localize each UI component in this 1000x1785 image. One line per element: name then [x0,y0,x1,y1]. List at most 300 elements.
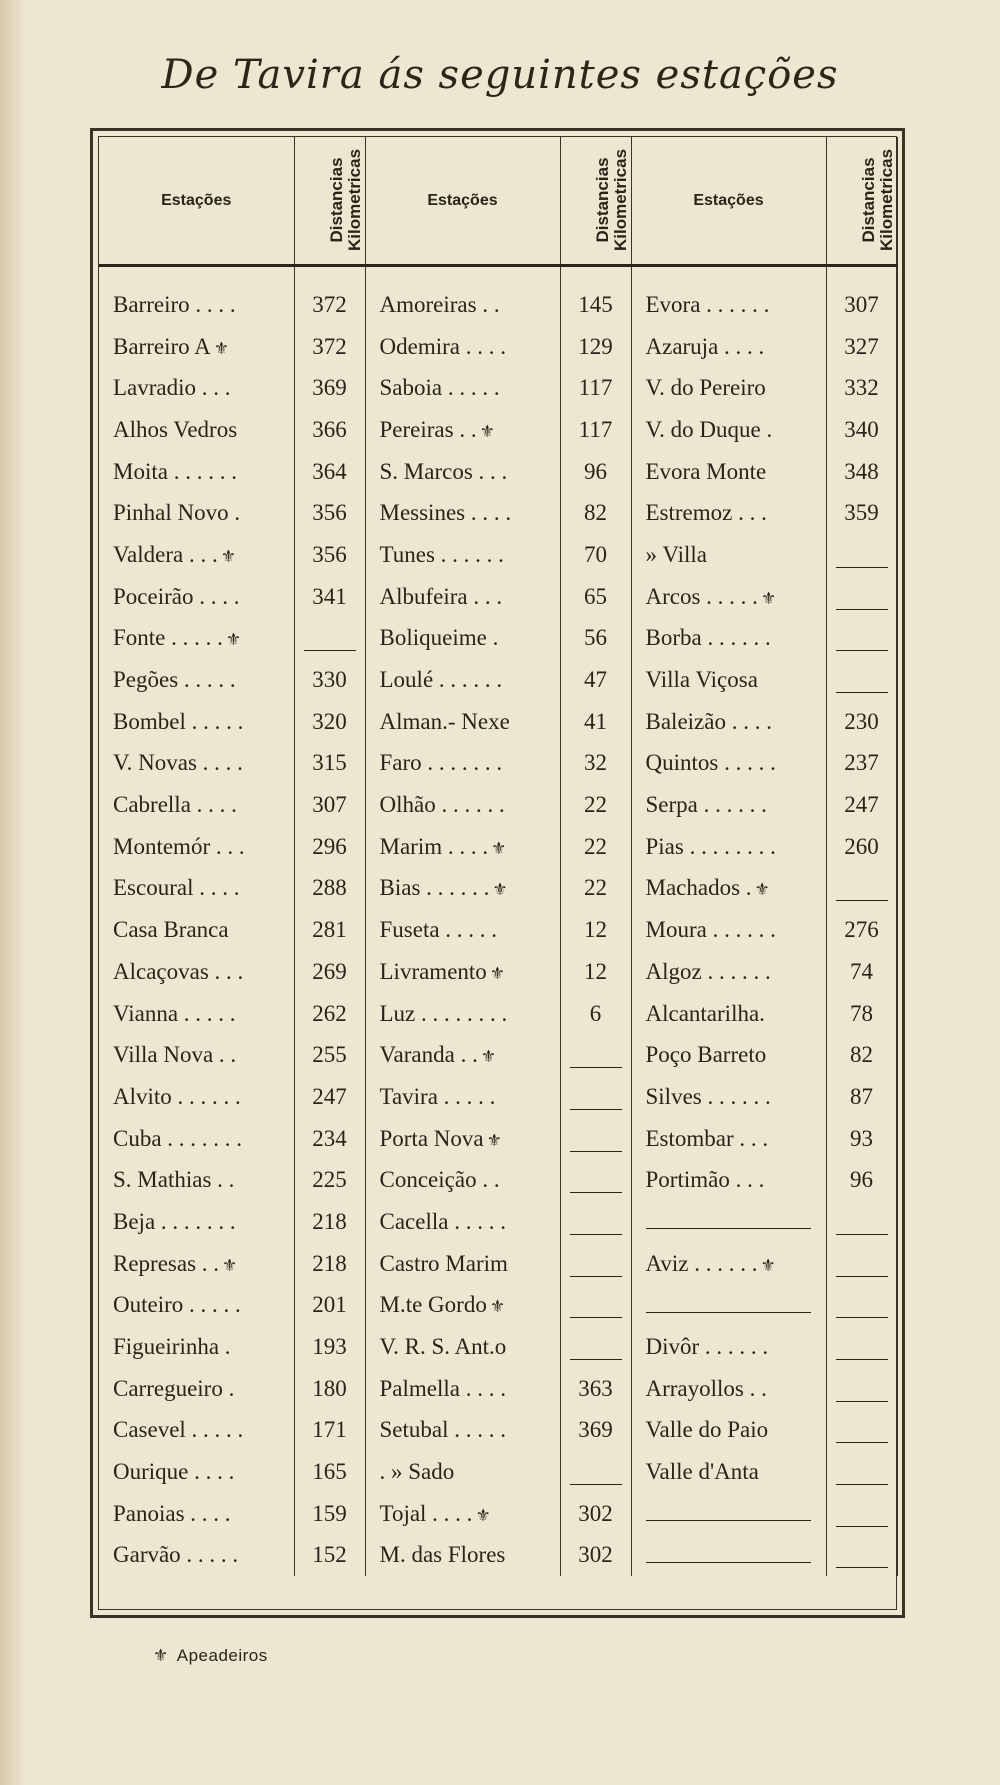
apeadeiro-icon: ⚜ [475,1505,491,1525]
station-label: Poço Barreto [645,1042,767,1068]
blank-line [646,1292,811,1313]
distance-km [560,1285,631,1327]
station-label: Arcos . . . . . [645,583,758,609]
station-label: Loulé . . . . . . [379,667,503,693]
table-body [99,266,897,1577]
table-row [99,743,897,785]
station-label: Pias . . . . . . . . [645,833,776,859]
station-name [365,1368,560,1410]
station-name [99,492,294,534]
distance-km: 230 [826,701,897,743]
station-label: Panoias . . . . [113,1500,231,1526]
blank-line [836,547,888,568]
distance-km: 70 [560,534,631,576]
station-label: Moura . . . . . . [645,917,776,943]
station-name [99,1076,294,1118]
apeadeiro-icon: ⚜ [491,838,507,858]
station-label: Montemór . . . [113,833,245,859]
distance-km: 327 [826,326,897,368]
station-name [365,1535,560,1577]
station-label: Carregueiro . [113,1375,235,1401]
apeadeiro-icon: ⚜ [480,1047,497,1067]
distance-km [826,1535,897,1577]
station-label: Pereiras . . [379,416,477,442]
station-label: Cuba . . . . . . . [113,1125,243,1151]
station-label: Fonte . . . . . [113,625,223,651]
apeadeiro-icon: ⚜ [222,1255,238,1275]
distance-km [560,1076,631,1118]
distance-km: 269 [294,951,365,993]
distance-km: 366 [294,409,365,451]
station-label: Estombar . . . [645,1125,769,1151]
station-name [631,784,826,826]
distance-km: 307 [826,284,897,326]
station-label: Tavira . . . . . [379,1083,496,1109]
distance-km: 152 [294,1535,365,1577]
station-label: Baleizão . . . . [645,708,772,734]
station-name [365,1159,560,1201]
distance-km: 364 [294,451,365,493]
station-name [631,1118,826,1160]
blank-line [570,1297,622,1318]
distance-km: 180 [294,1368,365,1410]
distance-km: 129 [560,326,631,368]
distance-header: Distancias Kilometricas [294,137,365,266]
distance-km: 82 [560,492,631,534]
station-label: Machados . [645,875,752,901]
distance-km: 332 [826,367,897,409]
table-row [99,1118,897,1160]
station-label: Bombel . . . . . [113,708,244,734]
distance-km: 260 [826,826,897,868]
station-name [99,1535,294,1577]
table-row [99,784,897,826]
station-label: Casevel . . . . . [113,1417,244,1443]
station-name [631,367,826,409]
distance-km [826,1285,897,1327]
station-name [99,659,294,701]
station-name [631,659,826,701]
station-name [631,1034,826,1076]
distance-km: 201 [294,1285,365,1327]
station-name [631,1410,826,1452]
table-row [99,1410,897,1452]
station-label: V. Novas . . . . [113,750,243,776]
distance-km: 22 [560,826,631,868]
station-name [99,826,294,868]
station-name [631,743,826,785]
station-label: Vianna . . . . . [113,1000,236,1026]
table-row [99,576,897,618]
station-label: Divôr . . . . . . [645,1334,769,1360]
station-label: Lavradio . . . [113,375,231,401]
distance-km: 262 [294,993,365,1035]
station-name [631,1326,826,1368]
distance-km [560,1034,631,1076]
blank-line [836,1256,888,1277]
station-name [99,784,294,826]
distance-km: 288 [294,868,365,910]
station-label: Valle d'Anta [645,1459,759,1485]
distance-km [826,1493,897,1535]
table-row [99,409,897,451]
table-row [99,1159,897,1201]
blank-line [836,880,888,901]
station-label: S. Marcos . . . [379,458,508,484]
station-name [365,1034,560,1076]
station-name [631,701,826,743]
table-row [99,826,897,868]
station-name [99,1201,294,1243]
station-name [631,618,826,660]
distance-km: 159 [294,1493,365,1535]
station-label: Olhão . . . . . . [379,792,505,818]
station-name [631,1201,826,1243]
distance-km: 32 [560,743,631,785]
distance-km: 145 [560,284,631,326]
station-label: Serpa . . . . . . [645,792,767,818]
table-row [99,451,897,493]
table-row [99,909,897,951]
station-label: Algoz . . . . . . [645,958,771,984]
distance-km [826,1368,897,1410]
station-label: V. R. S. Ant.o [379,1334,507,1360]
distance-km: 341 [294,576,365,618]
distance-km: 193 [294,1326,365,1368]
station-label: Bias . . . . . . [379,875,490,901]
station-name [365,367,560,409]
station-name [365,618,560,660]
blank-line [836,1297,888,1318]
station-label: Marim . . . . [379,833,489,859]
station-label: S. Mathias . . [113,1167,235,1193]
blank-line [836,1339,888,1360]
table-row [99,1243,897,1285]
station-name [365,1410,560,1452]
station-name [99,993,294,1035]
legend [150,1646,268,1666]
station-label: Valle do Paio [645,1417,769,1443]
distance-km: 234 [294,1118,365,1160]
apeadeiro-icon: ⚜ [754,880,770,900]
distance-km: 47 [560,659,631,701]
stations-header: Estações [365,137,560,266]
station-name [99,1410,294,1452]
distance-km: 369 [560,1410,631,1452]
station-name [365,909,560,951]
station-label: » Villa [645,541,707,567]
station-name [99,1159,294,1201]
station-label: Arrayollos . . [645,1375,767,1401]
blank-line [570,1172,622,1193]
distance-km [560,1201,631,1243]
distance-km [826,618,897,660]
apeadeiro-icon: ⚜ [213,338,229,358]
station-name [365,868,560,910]
legend-label: Apeadeiros [176,1646,268,1665]
distance-km: 276 [826,909,897,951]
station-label: V. do Duque . [645,416,773,442]
station-name [631,1535,826,1577]
distance-km: 171 [294,1410,365,1452]
station-label: Conceição . . [379,1167,500,1193]
station-label: Ourique . . . . [113,1459,235,1485]
distance-km: 247 [294,1076,365,1118]
distance-km [826,1410,897,1452]
stations-header: Estações [99,137,294,266]
station-label: Albufeira . . . [379,583,503,609]
station-name [365,1118,560,1160]
station-name [631,451,826,493]
station-name [99,618,294,660]
station-name [365,1493,560,1535]
distance-km: 302 [560,1535,631,1577]
distance-km: 356 [294,492,365,534]
station-label: Casa Branca [113,917,229,943]
distance-km: 74 [826,951,897,993]
station-name [365,701,560,743]
distance-km: 12 [560,909,631,951]
distance-km: 87 [826,1076,897,1118]
apeadeiro-icon: ⚜ [486,1130,502,1150]
station-name [365,1285,560,1327]
distance-km: 225 [294,1159,365,1201]
table-row [99,618,897,660]
apeadeiro-icon: ⚜ [220,546,236,566]
distance-km: 22 [560,784,631,826]
station-name [631,826,826,868]
station-name [365,951,560,993]
station-name [631,951,826,993]
station-name [631,492,826,534]
blank-line [646,1208,811,1229]
station-label: Odemira . . . . [379,333,506,359]
station-name [365,409,560,451]
station-label: Barreiro . . . . [113,291,236,317]
distance-km: 56 [560,618,631,660]
blank-line [570,1256,622,1277]
table-row [99,326,897,368]
station-name [99,534,294,576]
blank-line [646,1542,811,1563]
distance-km [826,868,897,910]
table-row [99,993,897,1035]
station-label: Represas . . [113,1250,220,1276]
station-name [365,534,560,576]
station-label: Beja . . . . . . . [113,1208,236,1234]
station-label: Boliqueime . [379,625,499,651]
station-label: Quintos . . . . . [645,750,776,776]
station-name [99,868,294,910]
distance-km [560,1118,631,1160]
station-name [631,1451,826,1493]
station-name [631,576,826,618]
blank-line [836,1506,888,1527]
station-name [365,743,560,785]
station-name [99,284,294,326]
blank-line [570,1464,622,1485]
table-row [99,1076,897,1118]
station-label: M.te Gordo [379,1292,487,1318]
spacer-row [99,266,897,285]
station-name [631,1243,826,1285]
station-label: Palmella . . . . [379,1375,506,1401]
station-label: Livramento [379,958,487,984]
distance-km [826,1243,897,1285]
blank-line [836,1422,888,1443]
distance-km [826,1451,897,1493]
table-row [99,951,897,993]
distance-km: 307 [294,784,365,826]
apeadeiro-icon: ⚜ [760,1255,776,1275]
station-label: Alhos Vedros [113,416,238,442]
table-row [99,284,897,326]
blank-line [836,630,888,651]
station-label: Silves . . . . . . [645,1083,771,1109]
station-label: Cabrella . . . . [113,792,237,818]
blank-line [570,1339,622,1360]
station-label: Garvão . . . . . [113,1542,239,1568]
distance-km: 320 [294,701,365,743]
station-label: Alvito . . . . . . [113,1083,241,1109]
station-name [365,576,560,618]
station-label: Messines . . . . [379,500,512,526]
table-row [99,492,897,534]
blank-line [570,1131,622,1152]
table-row [99,1285,897,1327]
table-row [99,1368,897,1410]
timetable-frame [90,128,905,1618]
distance-km: 165 [294,1451,365,1493]
station-label: Evora Monte [645,458,767,484]
distance-km: 12 [560,951,631,993]
station-name [365,1326,560,1368]
station-name [365,284,560,326]
station-name [99,743,294,785]
blank-line [836,672,888,693]
station-name [99,701,294,743]
station-name [631,1159,826,1201]
station-label: Barreiro A [113,333,211,359]
station-label: . » Sado [379,1459,455,1485]
station-label: Azaruja . . . . [645,333,765,359]
distance-km: 296 [294,826,365,868]
station-label: Tojal . . . . [379,1500,473,1526]
distance-km [560,1243,631,1285]
table-row [99,1326,897,1368]
station-label: Escoural . . . . [113,875,240,901]
station-name [99,1493,294,1535]
distance-km: 359 [826,492,897,534]
distance-km: 78 [826,993,897,1035]
station-name [99,1118,294,1160]
distance-km: 348 [826,451,897,493]
station-name [631,1368,826,1410]
station-name [99,1285,294,1327]
distance-km: 340 [826,409,897,451]
station-label: Estremoz . . . [645,500,767,526]
station-label: Tunes . . . . . . [379,541,504,567]
station-name [365,492,560,534]
table-row [99,701,897,743]
table-row [99,1451,897,1493]
table-row [99,659,897,701]
table-row [99,1201,897,1243]
station-label: Valdera . . . [113,541,218,567]
distance-km: 302 [560,1493,631,1535]
station-label: Pegões . . . . . [113,667,236,693]
station-name [99,409,294,451]
blank-line [836,1464,888,1485]
distance-km: 330 [294,659,365,701]
distance-header: Distancias Kilometricas [826,137,897,266]
station-name [365,826,560,868]
station-label: Borba . . . . . . [645,625,771,651]
station-name [99,951,294,993]
distance-km: 6 [560,993,631,1035]
station-name [365,784,560,826]
station-label: Varanda . . [379,1042,478,1068]
station-name [365,1201,560,1243]
distance-km [826,576,897,618]
page-title: De Tavira ás seguintes estações [161,52,839,98]
table-row [99,1535,897,1577]
station-name [631,409,826,451]
page-edge-shadow [0,0,26,1785]
station-name [365,1076,560,1118]
station-label: Villa Nova . . [113,1042,237,1068]
distance-km: 281 [294,909,365,951]
station-name [365,659,560,701]
station-label: V. do Pereiro [645,375,766,401]
distance-km: 82 [826,1034,897,1076]
station-name [631,1493,826,1535]
station-label: Villa Viçosa [645,667,758,693]
distance-km [294,618,365,660]
blank-line [570,1089,622,1110]
station-name [631,284,826,326]
header-row [99,137,897,266]
table-row [99,1493,897,1535]
station-label: Cacella . . . . . [379,1208,506,1234]
blank-line [304,630,356,651]
station-label: Pinhal Novo . [113,500,241,526]
blank-line [646,1500,811,1521]
distance-km: 247 [826,784,897,826]
station-label: Setubal . . . . . [379,1417,506,1443]
station-label: Saboia . . . . . [379,375,500,401]
station-label: Alcaçovas . . . [113,958,244,984]
distance-km: 356 [294,534,365,576]
distance-km: 41 [560,701,631,743]
table-row [99,1034,897,1076]
distance-km: 372 [294,284,365,326]
station-name [631,1285,826,1327]
station-label: Castro Marim [379,1250,508,1276]
station-name [99,1368,294,1410]
distance-km: 369 [294,367,365,409]
distance-km: 22 [560,868,631,910]
station-label: Alcantarilha. [645,1000,765,1026]
distance-km: 372 [294,326,365,368]
station-name [99,1034,294,1076]
station-label: Portimão . . . [645,1167,765,1193]
distance-km [826,659,897,701]
blank-line [836,1547,888,1568]
station-name [99,1243,294,1285]
station-label: Moita . . . . . . [113,458,237,484]
station-name [631,534,826,576]
